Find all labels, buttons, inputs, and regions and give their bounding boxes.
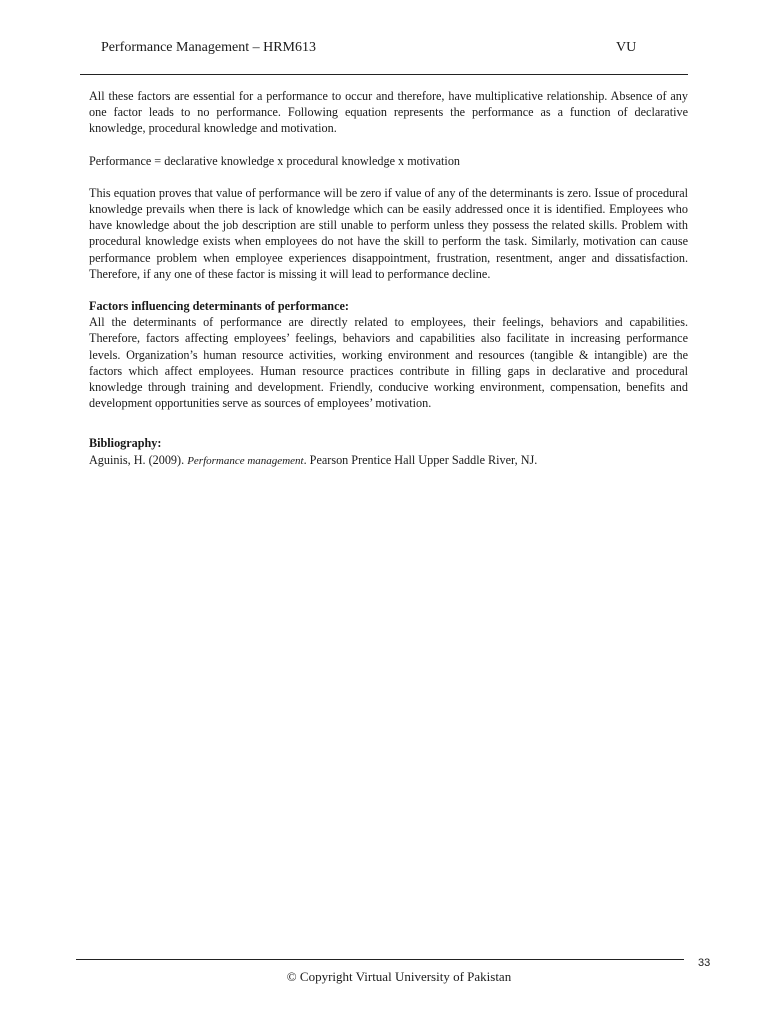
footer-divider xyxy=(76,959,684,960)
header-org: VU xyxy=(616,40,637,55)
bibliography-title: Performance management xyxy=(187,454,304,467)
page-body xyxy=(89,88,688,469)
performance-equation: Performance = declarative knowledge x procedural knowledge x motivation xyxy=(89,153,461,168)
footer-copyright: © Copyright Virtual University of Pakistan xyxy=(286,969,512,984)
heading-bibliography: Bibliography: xyxy=(89,436,162,451)
bibliography-author: Aguinis, H. (2009). xyxy=(89,452,188,467)
header-title: Performance Management – HRM613 xyxy=(101,40,316,55)
bibliography-publisher: . Pearson Prentice Hall Upper Saddle River, NJ. xyxy=(303,452,538,467)
heading-factors: Factors influencing determinants of performance: xyxy=(89,299,349,314)
page-number: 33 xyxy=(698,957,711,969)
bibliography-entry xyxy=(89,452,688,469)
paragraph-equation-explanation: This equation proves that value of performance will be zero if value of any of the determinants is zero. Issue of procedural knowledge prevails when there is lack of knowledge which can be easily addressed once it is identified. Employees who have knowledge about the job description are still unable to perform unless they possess the related skills. Problem with procedural knowledge exists when employees do not have the skill to perform the task. Similarly, motivation can cause performance problem when employee experiences disappointment, frustration, resentment, anger and dissatisfaction. Therefore, if any one of these factor is missing it will lead to performance decline. xyxy=(89,185,688,281)
paragraph-multiplicative: All these factors are essential for a performance to occur and therefore, have multiplicative relationship. Absence of any one factor leads to no performance. Following equation represents the performance as a function of declarative knowledge, procedural knowledge and motivation. xyxy=(89,89,688,136)
paragraph-factors: All the determinants of performance are directly related to employees, their feelings, behaviors and capabilities. Therefore, factors affecting employees’ feelings, behaviors and capabilities also facilitate in increasing performance levels. Organization’s human resource activities, working environment and resources (tangible & intangible) are the factors which affect employees. Human resource practices contribute in filling gaps in declarative and procedural knowledge through training and development. Friendly, conducive working environment, compensation, benefits and development opportunities serve as sources of employees’ motivation. xyxy=(89,315,688,411)
page-header xyxy=(80,38,688,75)
